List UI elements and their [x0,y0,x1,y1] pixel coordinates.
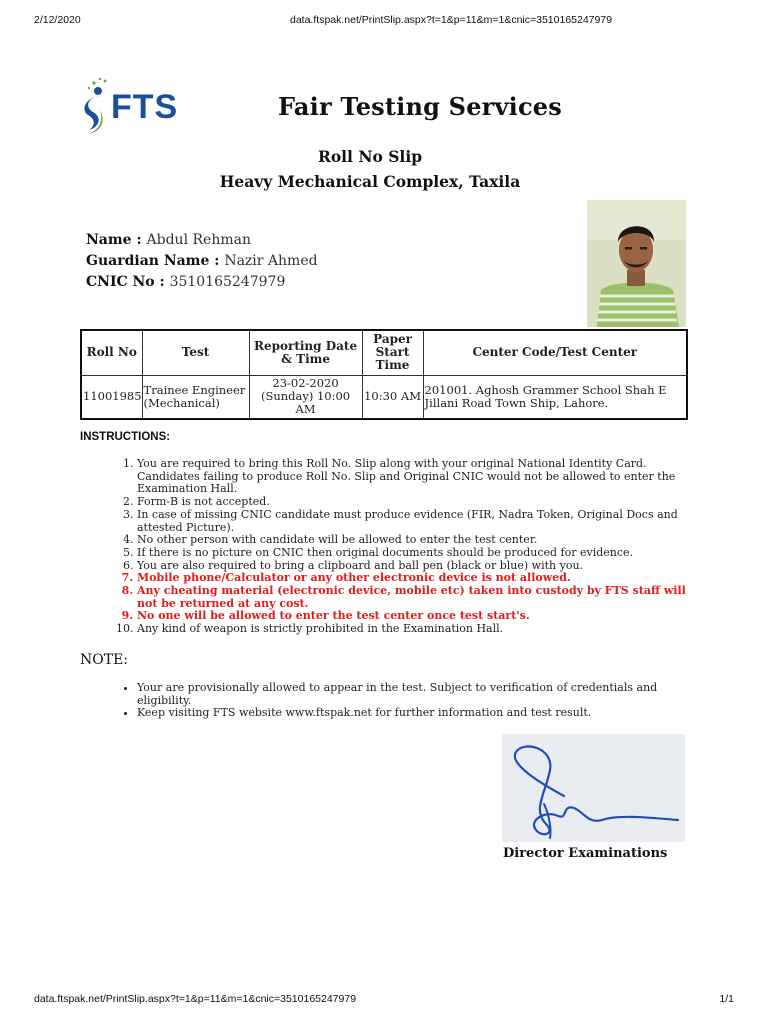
instructions-list [137,458,687,636]
guardian-name: Guardian Name : Nazir Ahmed [86,253,318,269]
signature-image [502,734,685,842]
header-roll-no: Roll No [81,330,142,375]
signature-title: Director Examinations [503,846,668,861]
page-number: 1/1 [719,993,734,1005]
note-heading: NOTE: [80,652,129,668]
list-item: • Keep visiting FTS website www.ftspak.net for further information and test result. [137,707,667,720]
list-item: 9. No one will be allowed to enter the test center once test start's. [137,610,687,623]
instructions-heading: INSTRUCTIONS: [80,431,171,443]
fts-logo-icon [80,74,110,140]
fts-logo [80,74,205,140]
header-test: Test [142,330,249,375]
guardian-label: Guardian Name [86,253,210,269]
director-signature [502,734,685,842]
print-date: 2/12/2020 [34,14,81,26]
print-footer [34,993,734,1007]
cnic-value: 3510165247979 [169,274,286,290]
notes-list [137,682,667,720]
exam-details-table [80,329,688,420]
table-header-row [81,330,687,375]
cell-start-time: 10:30 AM [362,375,423,419]
list-item: 10. Any kind of weapon is strictly prohibited in the Examination Hall. [137,623,687,636]
cell-test: Trainee Engineer (Mechanical) [142,375,249,419]
list-item: 3. In case of missing CNIC candidate must produce evidence (FIR, Nadra Token, Original Docs and attested Picture). [137,509,687,534]
candidate-photo [587,200,686,327]
list-item: • Your are provisionally allowed to appear in the test. Subject to verification of credentials and eligibility. [137,682,667,707]
footer-url: data.ftspak.net/PrintSlip.aspx?t=1&p=11&m=1&cnic=3510165247979 [34,993,357,1005]
header-reporting: Reporting Date & Time [249,330,362,375]
page-title: Fair Testing Services [278,92,562,121]
header-center: Center Code/Test Center [423,330,687,375]
print-url: data.ftspak.net/PrintSlip.aspx?t=1&p=11&m=1&cnic=3510165247979 [290,14,613,26]
list-item: 6. You are also required to bring a clipboard and ball pen (black or blue) with you. [137,560,687,573]
cnic-label: CNIC No [86,274,155,290]
name-label: Name [86,232,132,248]
cell-center: 201001. Aghosh Grammer School Shah E Jillani Road Town Ship, Lahore. [423,375,687,419]
candidate-name: Name : Abdul Rehman [86,232,251,248]
guardian-value: Nazir Ahmed [224,253,318,269]
logo-text: FTS [111,88,179,126]
cell-roll-no: 11001985 [81,375,142,419]
cell-reporting: 23-02-2020 (Sunday) 10:00 AM [249,375,362,419]
name-value: Abdul Rehman [146,232,251,248]
table-row [81,375,687,419]
candidate-photo-image [587,200,686,327]
header-start-time: Paper Start Time [362,330,423,375]
list-item: 4. No other person with candidate will be allowed to enter the test center. [137,534,687,547]
list-item: 5. If there is no picture on CNIC then original documents should be produced for evidence. [137,547,687,560]
list-item: 1. You are required to bring this Roll No. Slip along with your original National Identity Card. Candidates failing to produce Roll No. Slip and Original CNIC would not be allowed to enter the Examination Hall. [137,458,687,496]
cnic-number: CNIC No : 3510165247979 [86,274,286,290]
list-item: 2. Form-B is not accepted. [137,496,687,509]
list-item: 8. Any cheating material (electronic device, mobile etc) taken into custody by FTS staff will not be returned at any cost. [137,585,687,610]
organization-name: Heavy Mechanical Complex, Taxila [219,172,521,191]
list-item: 7. Mobile phone/Calculator or any other electronic device is not allowed. [137,572,687,585]
slip-title: Roll No Slip [317,147,423,166]
print-header [34,14,734,28]
